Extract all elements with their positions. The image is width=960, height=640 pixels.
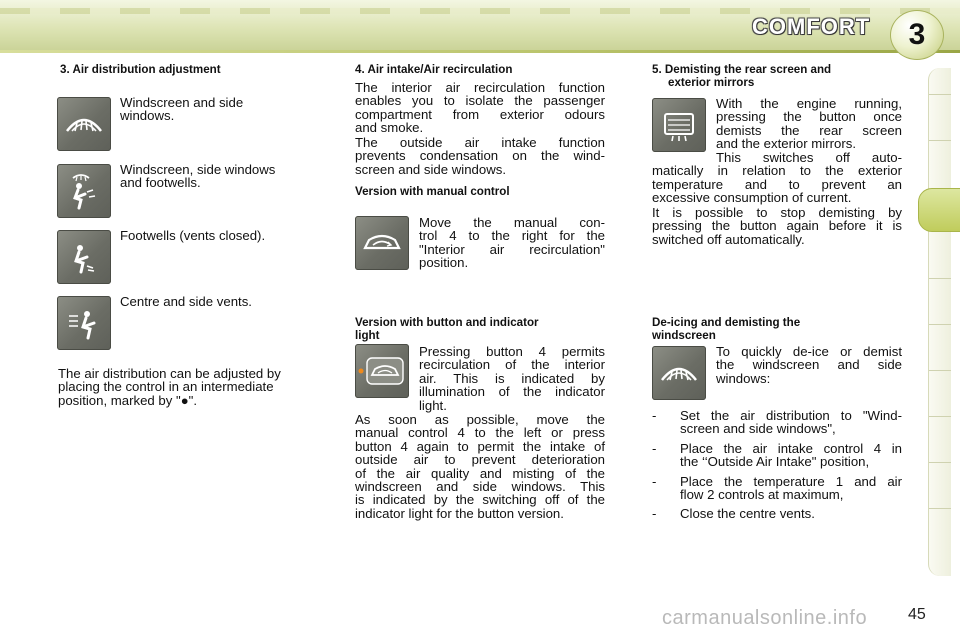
tab-divider [929, 278, 951, 279]
recirculation-button-icon [355, 344, 409, 398]
section-heading-air-distribution: 3. Air distribution adjustment [60, 63, 221, 76]
air-distribution-footwell-label: Footwells (vents closed). [120, 228, 266, 243]
footwell-icon [57, 230, 111, 284]
list-item: - Place the temperature 1 and air flow 2 controls at maximum, [652, 473, 902, 503]
subheading-de-icing: De-icing and demisting the windscreen [652, 316, 801, 342]
windscreen-demist-icon [57, 97, 111, 151]
chapter-title: COMFORT [752, 14, 871, 39]
rear-screen-demist-icon [652, 98, 706, 152]
rear-demist-text-3: It is possible to stop demisting by pressing the button again before it is switched off automatically. [652, 205, 902, 247]
chapter-number-badge: 3 [890, 10, 944, 60]
subheading-button-version: Version with button and indicator light [355, 316, 539, 342]
rear-demist-text-2: This switches off auto- matically in relation to the exterior temperature and to prevent an excessive consumption of current. [652, 150, 902, 206]
air-distribution-note: The air distribution can be adjusted by placing the control in an intermediate position, marked by "●". [58, 366, 281, 408]
air-intake-paragraph-1: The interior air recirculation function enables you to isolate the passenger compartment from exterior odours and smoke. [355, 80, 605, 136]
watermark: carmanualsonline.info [662, 607, 868, 629]
button-version-text: Pressing button 4 permits recirculation of the interior air. This is indicated by illumination of the indicator light. [419, 344, 605, 413]
windscreen-deice-icon [652, 346, 706, 400]
air-distribution-vents-label: Centre and side vents. [120, 294, 252, 309]
tab-divider [929, 370, 951, 371]
header-rule [0, 50, 960, 53]
section-heading-demisting: 5. Demisting the rear screen and exterior mirrors [652, 63, 832, 89]
windscreen-feet-icon [57, 164, 111, 218]
section-heading-air-intake: 4. Air intake/Air recirculation [355, 63, 513, 76]
recirculation-car-icon [355, 216, 409, 270]
tab-divider [929, 94, 951, 95]
list-item: - Set the air distribution to "Wind- screen and side windows", [652, 408, 902, 437]
tab-divider [929, 140, 951, 141]
air-intake-paragraph-2: The outside air intake function prevents condensation on the wind- screen and side windows. [355, 135, 605, 177]
tab-divider [929, 324, 951, 325]
air-distribution-windscreen-feet-label: Windscreen, side windows and footwells. [120, 162, 276, 191]
tab-divider [929, 508, 951, 509]
de-icing-steps-list [652, 409, 902, 521]
air-intake-paragraph-3: As soon as possible, move the manual control 4 to the left or press button 4 again to permit the intake of outside air to prevent deterioration of the air quality and misting of the windscreen and side windows. This is indicated by the switching off of the indicator light for the button version. [355, 412, 605, 521]
chapter-tab-strip [928, 68, 951, 576]
face-vents-icon [57, 296, 111, 350]
air-distribution-windscreen-label: Windscreen and side windows. [120, 95, 244, 124]
tab-divider [929, 462, 951, 463]
chapter-tab-active[interactable] [918, 188, 960, 232]
list-item: - Place the air intake control 4 in the ‘‘Outside Air Intake" position, [652, 440, 902, 470]
manual-control-text: Move the manual con- trol 4 to the right for the "Interior air recirculation" position. [419, 215, 605, 271]
page-number: 45 [908, 606, 926, 623]
tab-divider [929, 416, 951, 417]
subheading-manual-control: Version with manual control [355, 185, 510, 198]
rear-demist-text-1: With the engine running, pressing the button once demists the rear screen and the exterior mirrors. [716, 96, 902, 152]
list-item: - Close the centre vents. [652, 506, 815, 522]
de-icing-intro-text: To quickly de-ice or demist the windscreen and side windows: [716, 344, 902, 386]
